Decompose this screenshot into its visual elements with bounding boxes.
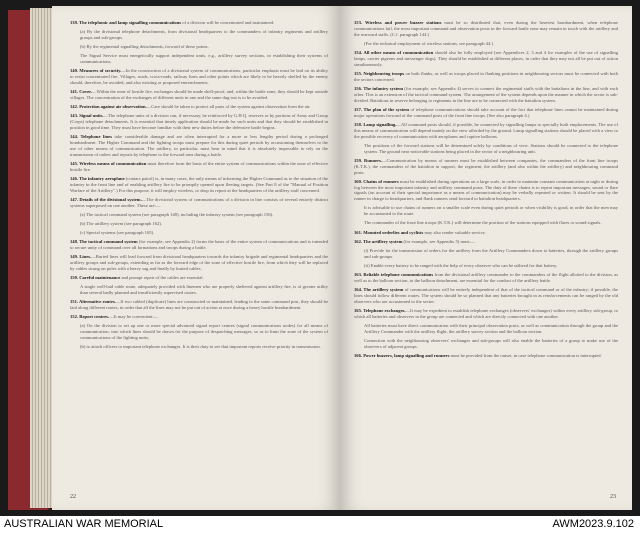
paragraph-heading: 160. Chains of runners — [354, 178, 399, 184]
paragraph — [70, 44, 328, 50]
paragraph-heading: 151. Alternative routes. — [70, 299, 116, 305]
paragraph-heading: 141. Cover. — [70, 89, 92, 95]
paragraph — [354, 248, 618, 260]
paragraph — [354, 205, 618, 217]
paragraph-heading: 154. All other means of communication — [354, 50, 434, 55]
left-page — [52, 6, 340, 510]
paragraph-heading: 163. Reliable telephone communications — [354, 271, 434, 277]
paragraph-body: (For the technical employment of wireless stations, see paragraph 44.) — [364, 40, 493, 46]
paragraph-body: (b) to attach officers to important telephone exchanges. It is their duty to see that important reports receive priority in transmission. — [80, 344, 321, 350]
paragraph — [70, 161, 328, 173]
paragraph-body: (a) On the division to set up one or more special advanced signal report centres (signal communications nodes) for all means of communication, into which lines should be drawn for the purpose of despatching messages, so as to limit the zone of the system of communications of the fighting units; — [80, 323, 328, 340]
paragraph-body: —Care should be taken to protect all parts of the system against observation from the air. — [146, 104, 311, 110]
paragraph-body: and prompt repair of the cables are essential. — [120, 275, 204, 280]
paragraph — [354, 353, 618, 359]
paragraph — [354, 220, 618, 226]
paragraph — [354, 20, 618, 38]
paragraph — [70, 230, 328, 236]
paragraph — [354, 263, 618, 269]
paragraph-body: —If two cabled (duplicate) lines are constructed or maintained, leading to the same command post, they should be laid along different routes, in order that all the lines may not be put out of action at once during a heavy hostile bombardment. — [70, 299, 328, 310]
paragraph-heading: 156. The infantry system — [354, 85, 404, 91]
paragraph-body: —Communication by means of runners must be established between companies, the commanders of the front line troops (K.T.K.), the commanders of the battalion in support, the regiment, the artillery (and also within the artillery) and neighbouring command posts. — [354, 157, 619, 175]
paragraph — [70, 89, 328, 101]
paragraph-heading: 153. Wireless and power buzzer stations — [354, 20, 442, 25]
paragraph-heading: 143. Signal units. — [70, 113, 104, 119]
paragraph — [354, 179, 618, 203]
paragraph — [354, 122, 618, 140]
archive-reference: AWM2023.9.102 — [552, 518, 634, 530]
paragraph — [70, 299, 328, 311]
paragraph-body: (ii) Enable every battery to be ranged with the help of every observer who can be utilized for that battery. — [364, 262, 558, 268]
paragraph-body: A single well-laid cable route, adequately provided with linemen who are properly sheltered against artillery fire, is of greater utility than several badly planned and insufficiently supervised routes. — [80, 284, 328, 295]
paragraph — [70, 53, 328, 65]
paragraph — [70, 344, 328, 350]
paragraph — [354, 50, 618, 68]
paragraph — [354, 338, 618, 350]
paragraph — [354, 107, 618, 119]
paragraph — [70, 134, 328, 158]
paragraph — [354, 230, 618, 236]
paragraph-heading: 150. Careful maintenance — [70, 275, 121, 280]
paragraph — [70, 113, 328, 131]
paragraph-body: —Within the zone of hostile fire, exchanges should be made shell-proof, and, within the battle zone, they should be kept outside villages. The concentration of the exchanges of different units in one and the same dug-out is to be avoided. — [70, 89, 328, 100]
paragraph-body: —It may be convenient:— — [109, 314, 159, 320]
paragraph — [354, 308, 618, 320]
paragraph-body: —In the construction of a divisional system of communications, particular emphasis must be laid on its ability to resist concentrated fire. Villages, roads, cross-roads, railway lines and other points which are likely to be heavily shelled by the enemy should, therefore, be avoided, and also existing or proposed entrenchments. — [70, 68, 328, 85]
paragraph-body: of a division will be concentrated and maintained: — [181, 20, 275, 25]
paragraph-body: (for example, see Appendix 2) forms the basis of the entire system of communications and is intended to secure unity of command over all formations and troops during a battle. — [70, 239, 328, 250]
paragraph-body: (i) Provide for the transmission of orders for the artillery from the Artillery Commanders down to batteries, through the artillery groups and sub-groups. — [364, 247, 618, 259]
paragraph — [354, 158, 618, 176]
paragraph-heading: 147. Details of the divisional system. — [70, 196, 142, 202]
paragraph — [70, 314, 328, 320]
paragraph-body: Connection with the neighbouring observers' exchanges and sub-groups will also enable the batteries of a group to make use of the observers of adjacent groups. — [364, 337, 618, 349]
paragraph-heading: 142. Protection against air observation. — [70, 104, 147, 110]
paragraph-heading: 155. Neighbouring troops — [354, 70, 405, 76]
paragraph-body: —All command posts should, if possible, be connected by signalling lamps to specially built emplacements. The use of this means of communication will depend mainly on the view afforded by the ground. Lamp signalling stations should be placed with a view to the possible recovery of communication with aeroplanes and captive balloons. — [354, 121, 618, 139]
paragraph — [354, 239, 618, 245]
paragraph-body: from the divisional artillery commander to the commanders of the flight allotted to the division, as well as to the balloon section, to the balloon detachment, are essential for the conduct of the artillery battle. — [354, 271, 618, 283]
paragraph-body: take considerable damage and are often interrupted for a more or less lengthy period during a prolonged bombardment. The Higher Command and the fighting troops must prepare for this during quiet periods by accustoming themselves to the use of other means of communication. The artillery, in particular, must bear in mind that it is absolutely impossible to rely on the transmission of orders and reports by telephone to the forward area during a battle. — [70, 134, 328, 157]
paragraph-body: —Buried lines will lead forward from divisional headquarters towards the infantry brigade and regimental headquarters and the artillery groups and sub-groups, extending as far as the forward edge of the zone of effective hostile fire, from which they will be replaced by cables strung on poles with a heavy sag and finally by buried cables. — [70, 254, 328, 271]
paragraph — [354, 323, 618, 335]
paragraph-body: (b) The artillery system (see paragraph 162). — [80, 220, 162, 226]
paragraph-heading: 148. The tactical command system — [70, 239, 138, 245]
right-page-number: 23 — [610, 494, 616, 500]
paragraph-body: (a) By the divisional telephone detachments, from divisional headquarters to the commanders of infantry regiments and artillery groups and sub-groups. — [80, 29, 328, 40]
archive-name: AUSTRALIAN WAR MEMORIAL — [4, 518, 164, 530]
paragraph-body: All batteries must have direct communication with their principal observation posts, as well as communication through the group and the Artillery Commander with the artillery flight, the artillery survey section and the balloon section. — [364, 322, 618, 334]
paragraph-heading: 161. Mounted orderlies and cyclists — [354, 229, 424, 235]
left-page-text — [70, 20, 328, 350]
paragraph — [70, 197, 328, 209]
paragraph-body: of communications will be entirely independent of that of the tactical command or of the infantry; if possible, the lines should follow different routes. The system should be so planned that any batteries brought in as reinforcements can be ranged by the old observers who are accustomed to the sector. — [354, 286, 618, 304]
paragraph-body: must be so distributed that, even during the heaviest bombardment, when telephone communications fail, the most important command and observation posts in the forward battle zone may remain in touch with the artillery and the rearward staffs. (C.f. paragraph 144.) — [354, 20, 618, 37]
paragraph — [70, 323, 328, 341]
paragraph — [70, 29, 328, 41]
paragraph — [70, 221, 328, 227]
paragraph-heading: 146. The infantry aeroplane — [70, 175, 125, 181]
paragraph-body: (for example, see Appendix 4) serves to connect the regimental staffs with the battalions in the line, and with each other. This is an extension of the tactical command system. The arrangement of the system depends upon the manner in which the sector is sub-divided. Battalions in reserve belonging to regiments in the line are to be connected with the battalion system. — [354, 85, 619, 103]
paragraph-body: —The divisional system of communications of a division in line consists of several entirely distinct systems superposed on one another. These are:— — [70, 196, 328, 208]
paragraph-heading: 139. The telephonic and lamp signalling communications — [70, 20, 182, 25]
paragraph-heading: 140. Measures of security. — [70, 68, 122, 74]
paragraph-body: (contact patrol) is, in many cases, the only means of informing the Higher Command as to the situation of the infantry in the front line and of enabling artillery fire to be promptly opened upon fleeting targets. (See Part 8 of the "Manual of Position Warfare of the Artillery".) For this purpose, it will employ wireless, or drop its report at the headquarters of the artillery staff concerned. — [70, 175, 328, 193]
paragraph-body: —It may be expedient to establish telephone exchanges (observers' exchanges) within every artillery sub-group, to which all batteries and observers in the group are connected and which are directly connected with one another. — [354, 307, 618, 319]
paragraph-body: The positions of the forward stations will be determined solely by conditions of view. Stations should be connected to the telephone system. The ground near noticeable stations being placed in the sector of a neighbouring unit. — [364, 142, 618, 154]
paragraph-heading: 152. Report centres. — [70, 314, 110, 320]
paragraph — [70, 176, 328, 194]
paragraph — [354, 287, 618, 305]
right-page — [340, 6, 632, 510]
paragraph-body: It is advisable to use chains of runners on a smaller scale even during quiet periods or when visibility is good, in order that the men may be accustomed to the route. — [364, 205, 618, 217]
paragraph-body: may also render valuable service. — [423, 229, 486, 235]
paragraph-heading: 158. Lamp signalling. — [354, 121, 397, 127]
paragraph-body: of telephone communications should take account of the fact that telephone lines cannot be maintained during major operations forward of the command posts of the front line troops. (See also paragraph 4.) — [354, 106, 618, 118]
paragraph-body: must therefore form the basis of the entire system of communications within the zone of effective hostile fire. — [70, 160, 328, 172]
paragraph-body: The Signal Service must energetically support independent units, e.g., artillery survey sections, in establishing their systems of communications. — [80, 53, 328, 65]
paragraph-heading: 164. The artillery system — [354, 286, 404, 292]
paragraph-body: must be provided from the outset, in case telephone communication is interrupted. — [449, 352, 602, 358]
paragraph-heading: 165. Telephone exchanges. — [354, 307, 406, 313]
paragraph — [354, 272, 618, 284]
paragraph-body: (for example, see Appendix 5) must:— — [402, 238, 476, 244]
paragraph — [70, 212, 328, 218]
paragraph-body: (c) Special systems (see paragraph 165). — [80, 230, 155, 235]
paragraph — [354, 71, 618, 83]
left-page-number: 22 — [70, 494, 76, 500]
paragraph-heading: 159. Runners. — [354, 157, 383, 163]
paragraph — [70, 104, 328, 110]
paragraph — [70, 275, 328, 281]
paragraph-heading: 162. The artillery system — [354, 238, 403, 244]
paragraph-heading: 144. Telephone lines — [70, 134, 112, 140]
paragraph — [70, 68, 328, 86]
paragraph — [70, 284, 328, 296]
paragraph-body: (b) By the regimental signalling detachments, forward of these points. — [80, 44, 209, 50]
paragraph — [70, 254, 328, 272]
paragraph-body: on both flanks, as well as troops placed in flanking positions in neighbouring sectors must be connected with both the sectors concerned. — [354, 70, 618, 82]
paragraph — [70, 239, 328, 251]
paragraph — [354, 41, 618, 47]
caption-bar — [0, 516, 640, 534]
paragraph-heading: 166. Power buzzers, lamp signalling and runners — [354, 352, 450, 358]
paragraph — [354, 143, 618, 155]
right-page-text — [354, 20, 618, 359]
paragraph — [70, 20, 328, 26]
paragraph-body: (a) The tactical command system (see paragraph 148), including the infantry system (see paragraph 156). — [80, 211, 274, 217]
paragraph — [354, 86, 618, 104]
paragraph-body: should also be fully employed (see Appendices 2, 3 and 4 for examples of the use of signalling lamps, carrier pigeons and messenger dogs). They should be established at different places, in order that they may not all be put out of action simultaneously. — [354, 50, 618, 67]
paragraph-body: The commander of the front line troops (K.T.K.) will determine the position of the stations equipped with flares or sound signals. — [364, 220, 602, 226]
paragraph-heading: 145. Wireless means of communication — [70, 160, 147, 166]
paragraph-body: must be established during operations on a large scale, in order to maintain constant communication at night or during fog between the most important infantry and artillery command posts. The duty of these chains is to repeat important messages, sound or flare signals (on account of their special importance as a means of communication) may be verbally repeated or written. It should be sent by the runner in charge to headquarters, and flank runners send forward to battalion headquarters. — [354, 178, 618, 202]
paragraph-body: —The telephone units of a division can, if necessary, be reinforced by G.H.Q. reserves or by portions of Army and Group (Corps) telephone detachments. It is essential that timely application should be made for such units and that they should be established in position in good time. They must have become familiar with their new duties before the defensive battle begins. — [70, 113, 328, 130]
paragraph-heading: 149. Lines. — [70, 254, 92, 260]
paragraph-heading: 157. The plan of the system — [354, 106, 410, 112]
